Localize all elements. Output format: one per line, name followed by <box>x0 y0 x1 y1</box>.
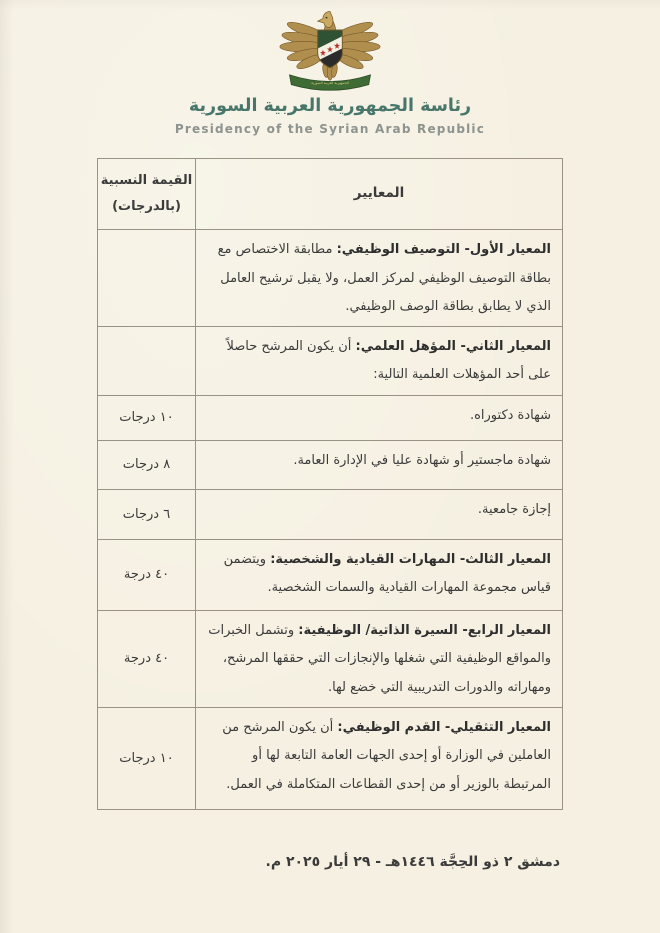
criteria-cell <box>195 441 562 489</box>
criterion-title: المعيار الأول- التوصيف الوظيفي: <box>336 242 551 257</box>
criteria-cell <box>195 327 562 395</box>
criterion-text: أن يكون المرشح من العاملين في الوزارة أو إحدى الجهات العامة التابعة لها أو المرتبطة بالوزير أو من إحدى القطاعات المتكاملة في العمل. <box>222 719 551 792</box>
value-cell <box>98 441 195 489</box>
table-row-masters <box>98 440 562 489</box>
criterion-text: شهادة دكتوراه. <box>469 407 551 423</box>
criterion-text: مطابقة الاختصاص مع بطاقة التوصيف الوظيفي لمركز العمل، ولا يقبل ترشيح العامل الذي لا يطابق بطاقة الوصف الوظيفي. <box>217 242 551 315</box>
criteria-cell <box>195 396 562 440</box>
value-text: ١٠ درجات <box>119 750 174 766</box>
criterion-text: أن يكون المرشح حاصلاً على أحد المؤهلات العلمية التالية: <box>226 338 551 383</box>
criterion-title: المعيار الرابع- السيرة الذاتية/ الوظيفية: <box>298 622 551 638</box>
criteria-table <box>97 158 563 810</box>
table-row-criterion-4 <box>98 610 562 707</box>
criterion-text: ويتضمن قياس مجموعة المهارات القيادية والسمات الشخصية. <box>223 551 551 596</box>
criteria-cell <box>195 230 562 326</box>
table-row-criterion-weighting <box>98 707 562 809</box>
value-cell <box>98 327 195 395</box>
value-text: ٤٠ درجة <box>123 567 170 583</box>
table-row-criterion-2 <box>98 326 562 395</box>
value-cell <box>98 708 195 809</box>
criterion-text: إجازة جامعية. <box>477 501 551 517</box>
syrian-eagle-emblem-icon <box>277 8 383 96</box>
criteria-cell <box>195 708 562 809</box>
value-cell <box>98 230 195 326</box>
table-row-criterion-1 <box>98 229 562 326</box>
criterion-text: وتشمل الخبرات والمواقع الوظيفية التي شغلها والإنجازات التي حققها المرشح، ومهاراته والدورات التدريبية التي خضع لها. <box>208 622 551 695</box>
value-header-line2: (بالدرجات) <box>112 199 181 214</box>
table-header-row <box>98 159 562 229</box>
criteria-cell <box>195 490 562 539</box>
value-text: ٤٠ درجة <box>123 651 170 667</box>
value-text: ٨ درجات <box>122 457 171 473</box>
value-header-cell <box>98 159 195 229</box>
flag-shield <box>314 26 346 74</box>
criteria-header-label: المعايير <box>353 185 405 202</box>
banner-text: الجمهورية العربية السورية <box>311 81 349 86</box>
criterion-title: المعيار الثاني- المؤهل العلمي: <box>355 338 551 354</box>
document-date: دمشق ٢ ذو الحِجَّة ١٤٤٦هـ - ٢٩ أيار ٢٠٢٥ م. <box>265 854 560 870</box>
value-cell <box>98 540 195 610</box>
table-row-university-degree <box>98 489 562 539</box>
eagle-eye <box>326 17 328 19</box>
value-cell <box>98 490 195 539</box>
value-cell <box>98 396 195 440</box>
eagle-head <box>318 12 333 28</box>
table-row-doctorate <box>98 395 562 440</box>
value-text: ٦ درجات <box>122 506 171 522</box>
value-header-line1: القيمة النسبية <box>100 173 193 188</box>
criteria-header-cell <box>195 159 562 229</box>
value-text: ١٠ درجات <box>119 410 174 426</box>
page-title-english: Presidency of the Syrian Arab Republic <box>174 122 486 136</box>
criteria-cell <box>195 540 562 610</box>
criteria-cell <box>195 611 562 707</box>
criterion-text: شهادة ماجستير أو شهادة عليا في الإدارة العامة. <box>293 452 551 468</box>
criterion-title: المعيار التثقيلي- القدم الوظيفي: <box>337 719 551 735</box>
criterion-title: المعيار الثالث- المهارات القيادية والشخصية: <box>270 551 551 567</box>
value-cell <box>98 611 195 707</box>
table-row-criterion-3 <box>98 539 562 610</box>
page-title-arabic: رئاسة الجمهورية العربية السورية <box>188 96 472 116</box>
